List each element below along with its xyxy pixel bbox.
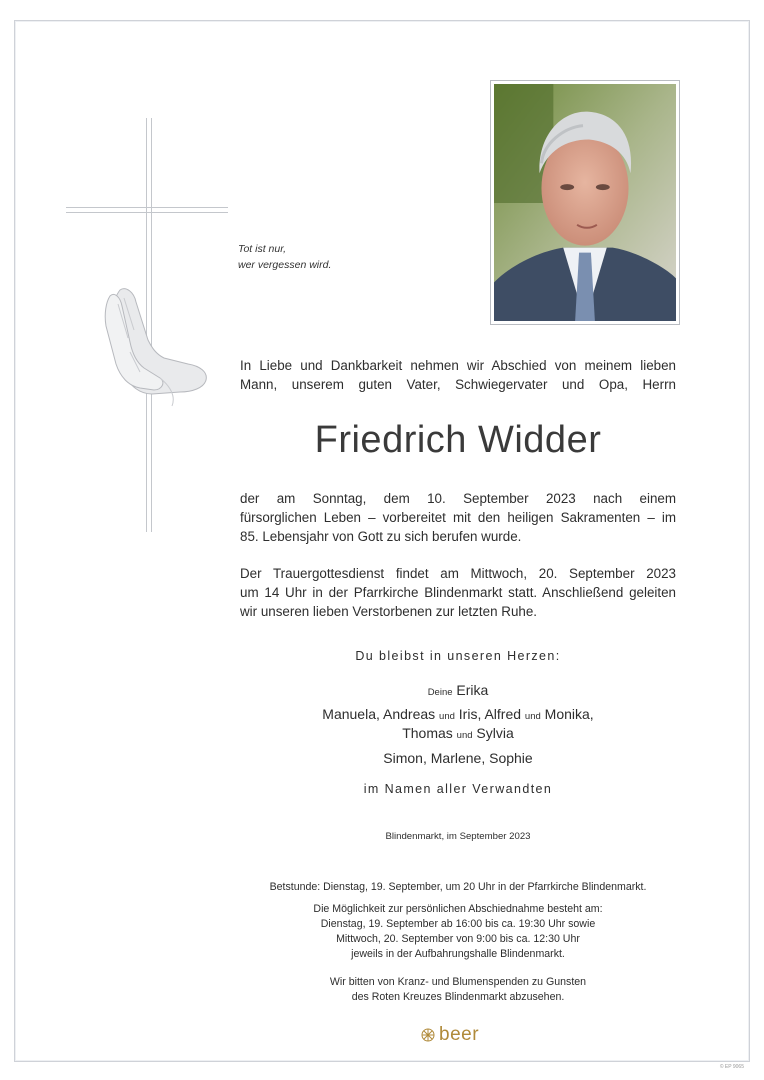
family-name: Manuela, Andreas (322, 706, 436, 722)
family-word: und (439, 711, 455, 722)
text-line: Mittwoch, 20. September von 9:00 bis ca. 12:30 Uhr (336, 933, 580, 945)
logo-text: beer (439, 1024, 480, 1045)
motto (238, 241, 331, 273)
text-line: fürsorglichen Leben – vorbereitet mit den heiligen Sakramenten – im (240, 510, 676, 525)
family-word: Deine (427, 687, 453, 698)
family-word: und (456, 730, 473, 741)
print-code: © EP 9065 (719, 1064, 744, 1070)
family-name: Erika (456, 682, 489, 698)
funeral-home-logo (420, 1024, 479, 1046)
relatives-line: im Namen aller Verwandten (363, 782, 553, 796)
text-line: wir unseren lieben Verstorbenen zur letzten Ruhe. (240, 604, 537, 619)
family-grandchildren: Simon, Marlene, Sophie (383, 750, 533, 766)
family-name: Sylvia (476, 725, 514, 741)
text-line: 85. Lebensjahr von Gott zu sich berufen wurde. (240, 529, 522, 544)
intro-text (240, 356, 676, 394)
place-date: Blindenmarkt, im September 2023 (385, 831, 531, 842)
family-children-2 (240, 723, 676, 746)
text-line: Dienstag, 19. September ab 16:00 bis ca. 19:30 Uhr sowie (320, 918, 596, 930)
motto-line: Tot ist nur, (238, 243, 287, 255)
deceased-name: Friedrich Widder (314, 419, 602, 461)
cross-horizontal-beam (66, 207, 228, 213)
text-line: Die Möglichkeit zur persönlichen Abschiednahme besteht am: (313, 903, 603, 915)
remembrance-line: Du bleibst in unseren Herzen: (355, 649, 561, 663)
donation-info (240, 975, 676, 1005)
portrait-photo (490, 80, 680, 325)
text-line: des Roten Kreuzes Blindenmarkt abzusehen. (351, 991, 565, 1003)
motto-line: wer vergessen wird. (238, 259, 332, 271)
text-line: Wir bitten von Kranz- und Blumenspenden zu Gunsten (329, 976, 587, 988)
family-name: Iris, Alfred (458, 706, 522, 722)
family-name: Monika, (544, 706, 594, 722)
text-line: um 14 Uhr in der Pfarrkirche Blindenmarkt statt. Anschließend geleiten (240, 585, 676, 600)
family-spouse (240, 680, 676, 703)
text-line: jeweils in der Aufbahrungshalle Blindenmarkt. (351, 948, 565, 960)
family-name: Thomas (402, 725, 453, 741)
text-line: Mann, unserem guten Vater, Schwiegervater und Opa, Herrn (240, 377, 676, 392)
family-word: und (524, 711, 541, 722)
dandelion-icon (420, 1027, 436, 1043)
text-line: Der Trauergottesdienst findet am Mittwoch, 20. September 2023 (240, 566, 676, 581)
text-line: In Liebe und Dankbarkeit nehmen wir Abschied von meinem lieben (240, 358, 676, 373)
prayer-info: Betstunde: Dienstag, 19. September, um 20 Uhr in der Pfarrkirche Blindenmarkt. (269, 881, 647, 893)
funeral-text (240, 564, 676, 621)
death-notice-text (240, 489, 676, 546)
praying-hands-icon (100, 282, 215, 412)
farewell-info (240, 902, 676, 962)
text-line: der am Sonntag, dem 10. September 2023 nach einem (240, 491, 676, 506)
